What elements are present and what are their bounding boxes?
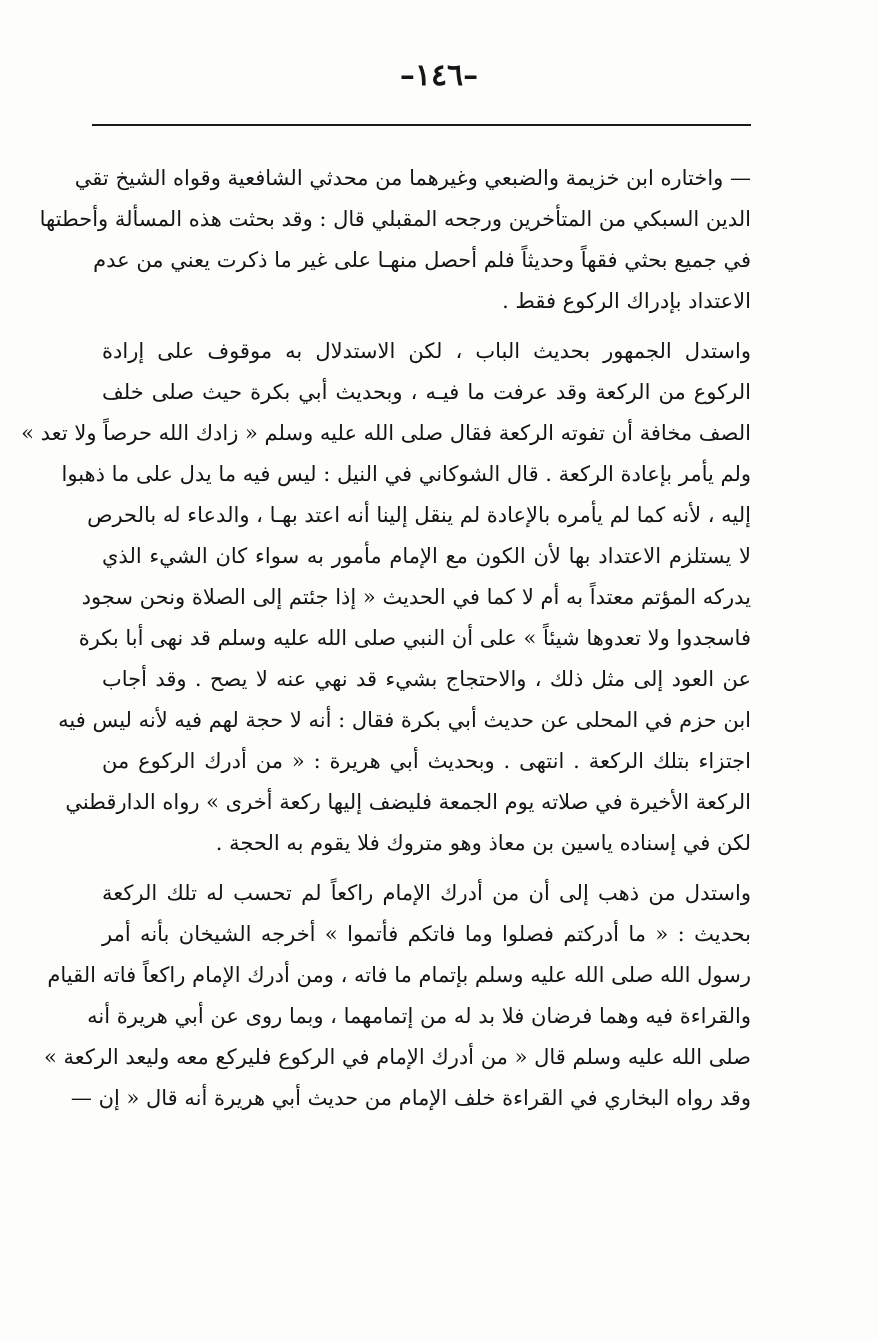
text-line: لا يستلزم الاعتداد بها لأن الكون مع الإمام مأمور به سواء كان الشيء الذي bbox=[102, 544, 751, 568]
text-line: صلى الله عليه وسلم قال « من أدرك الإمام في الركوع فليركع معه وليعد الركعة » bbox=[43, 1045, 751, 1069]
text-line: لكن في إسناده ياسين بن معاذ وهو متروك فلا يقوم به الحجة . bbox=[215, 831, 751, 855]
text-line: — واختاره ابن خزيمة والضبعي وغيرهما من محدثي الشافعية وقواه الشيخ تقي bbox=[74, 166, 751, 190]
text-line: وقد رواه البخاري في القراءة خلف الإمام من حديث أبي هريرة أنه قال « إن — bbox=[70, 1086, 751, 1110]
page-number: –١٤٦– bbox=[399, 58, 479, 93]
text-line: ابن حزم في المحلى عن حديث أبي بكرة فقال : أنه لا حجة لهم فيه لأنه ليس فيه bbox=[58, 708, 751, 732]
text-line: الصف مخافة أن تفوته الركعة فقال صلى الله عليه وسلم « زادك الله حرصاً ولا تعد » bbox=[21, 421, 751, 445]
paragraph-gap bbox=[102, 864, 751, 873]
paragraph bbox=[39, 158, 751, 322]
text-line: ولم يأمر بإعادة الركعة . قال الشوكاني في النيل : ليس فيه ما يدل على ما ذهبوا bbox=[61, 462, 751, 486]
body-text bbox=[21, 158, 751, 1119]
text-line: الركعة الأخيرة في صلاته يوم الجمعة فليضف إليها ركعة أخرى » رواه الدارقطني bbox=[65, 790, 751, 814]
text-line: عن العود إلى مثل ذلك ، والاحتجاج بشيء قد نهي عنه لا يصح . وقد أجاب bbox=[102, 667, 751, 691]
paragraph-gap bbox=[102, 322, 751, 331]
text-line: يدركه المؤتم معتداً به أم لا كما في الحديث « إذا جئتم إلى الصلاة ونحن سجود bbox=[81, 585, 751, 609]
text-line: في جميع بحثي فقهاً وحديثاً فلم أحصل منهـا على غير ما ذكرت يعني من عدم bbox=[93, 248, 751, 272]
header-rule bbox=[92, 124, 751, 126]
text-line: والقراءة فيه وهما فرضان فلا بد له من إتمامهما ، وبما روى عن أبي هريرة أنه bbox=[87, 1004, 751, 1028]
text-line: رسول الله صلى الله عليه وسلم بإتمام ما فاته ، ومن أدرك الإمام راكعاً فاته القيام bbox=[47, 963, 751, 987]
text-line: واستدل الجمهور بحديث الباب ، لكن الاستدلال به موقوف على إرادة bbox=[102, 339, 751, 363]
paragraph bbox=[43, 873, 751, 1119]
text-line: الدين السبكي من المتأخرين ورجحه المقبلي قال : وقد بحثت هذه المسألة وأحطتها bbox=[39, 207, 751, 231]
paragraph bbox=[21, 331, 751, 864]
text-line: إليه ، لأنه كما لم يأمره بالإعادة لم ينقل إلينا أنه اعتد بهـا ، والدعاء له بالحرص bbox=[87, 503, 751, 527]
text-line: الركوع من الركعة وقد عرفت ما فيـه ، وبحديث أبي بكرة حيث صلى خلف bbox=[102, 380, 751, 404]
text-line: الاعتداد بإدراك الركوع فقط . bbox=[502, 289, 751, 313]
text-line: اجتزاء بتلك الركعة . انتهى . وبحديث أبي هريرة : « من أدرك الركوع من bbox=[102, 749, 751, 773]
text-line: فاسجدوا ولا تعدوها شيئاً » على أن النبي صلى الله عليه وسلم قد نهى أبا بكرة bbox=[78, 626, 751, 650]
text-line: واستدل من ذهب إلى أن من أدرك الإمام راكعاً لم تحسب له تلك الركعة bbox=[102, 881, 751, 905]
text-line: بحديث : « ما أدركتم فصلوا وما فاتكم فأتموا » أخرجه الشيخان بأنه أمر bbox=[102, 922, 751, 946]
